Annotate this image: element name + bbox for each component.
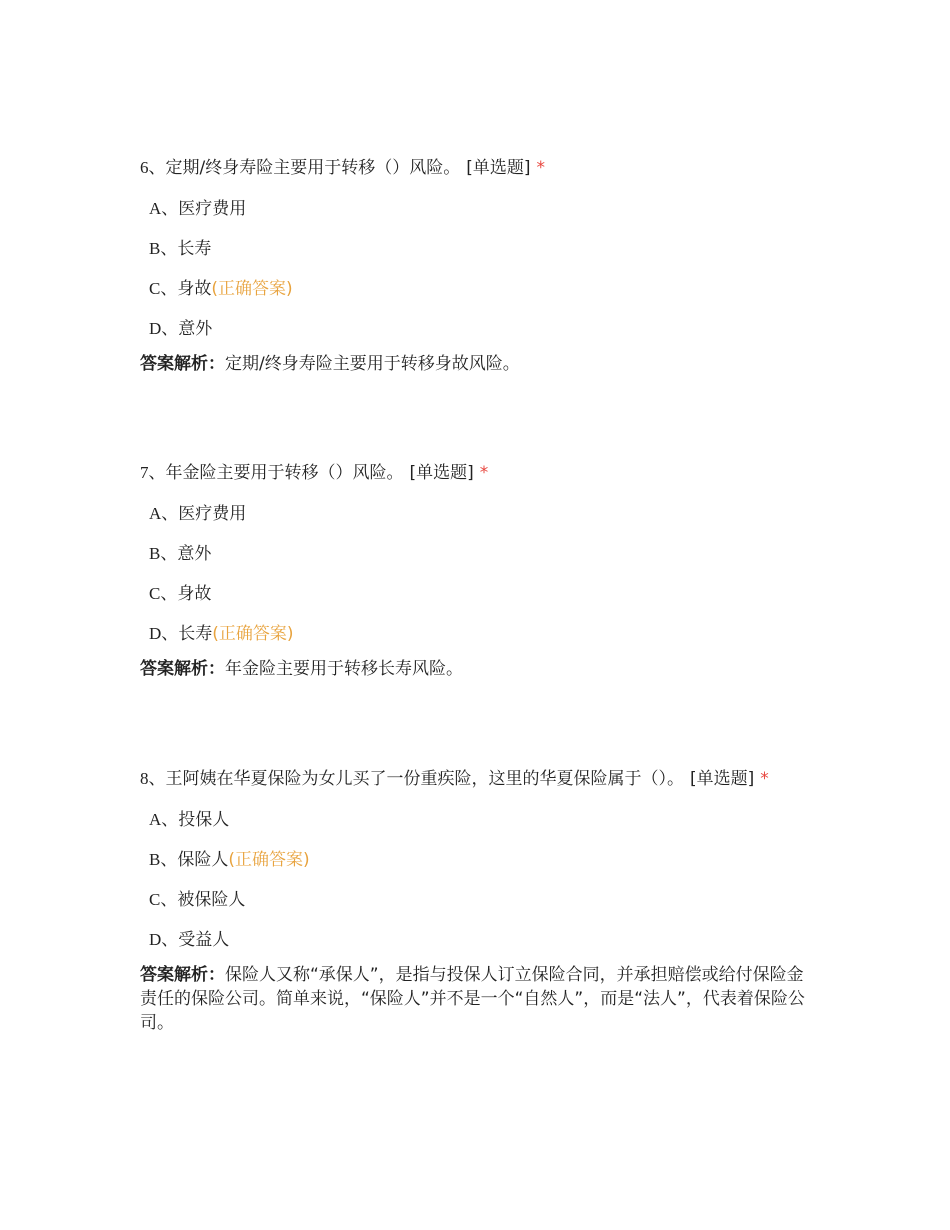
- option-text: 医疗费用: [178, 504, 247, 524]
- option-d[interactable]: [140, 920, 820, 960]
- question-number: 8、: [140, 769, 166, 788]
- option-text: 身故: [177, 279, 212, 299]
- analysis-text: 保险人又称“承保人”，是指与投保人订立保险合同，并承担赔偿或给付保险金责任的保险公司。简单来说，“保险人”并不是一个“自然人”，而是“法人”，代表着保险公司。: [140, 965, 805, 1033]
- question-title: [140, 149, 820, 187]
- required-mark: *: [760, 769, 769, 789]
- option-b[interactable]: [140, 534, 820, 574]
- option-b[interactable]: [140, 229, 820, 269]
- option-letter: A、: [149, 199, 179, 218]
- option-text: 保险人: [177, 850, 229, 870]
- option-b[interactable]: [140, 840, 820, 880]
- question-type-tag: [单选题]: [466, 158, 531, 178]
- correct-answer-tag: (正确答案): [228, 850, 310, 870]
- options-list: [140, 189, 820, 349]
- options-list: [140, 494, 820, 654]
- question-type-tag: [单选题]: [690, 769, 755, 789]
- option-c[interactable]: [140, 880, 820, 920]
- option-letter: B、: [149, 544, 178, 563]
- option-text: 受益人: [178, 930, 230, 950]
- option-text: 投保人: [178, 810, 230, 830]
- option-text: 医疗费用: [178, 199, 247, 219]
- option-letter: C、: [149, 584, 178, 603]
- option-c[interactable]: [140, 269, 820, 309]
- option-text: 长寿: [177, 239, 212, 259]
- analysis-label: 答案解析：: [140, 659, 225, 679]
- option-text: 意外: [178, 319, 213, 339]
- analysis-text: 定期/终身寿险主要用于转移身故风险。: [225, 354, 520, 374]
- answer-analysis: [140, 657, 820, 681]
- analysis-label: 答案解析：: [140, 965, 225, 985]
- analysis-label: 答案解析：: [140, 354, 225, 374]
- question-title: [140, 760, 820, 798]
- question-type-tag: [单选题]: [409, 463, 474, 483]
- option-text: 意外: [177, 544, 212, 564]
- question-6: [140, 149, 820, 376]
- option-c[interactable]: [140, 574, 820, 614]
- required-mark: *: [479, 463, 489, 483]
- question-text: 年金险主要用于转移（）风险。: [165, 463, 404, 483]
- option-text: 身故: [177, 584, 212, 604]
- option-text: 被保险人: [177, 890, 246, 910]
- option-letter: D、: [149, 319, 179, 338]
- option-d[interactable]: [140, 614, 820, 654]
- answer-analysis: [140, 352, 820, 376]
- required-mark: *: [536, 158, 545, 178]
- answer-analysis: [140, 963, 820, 1035]
- options-list: [140, 800, 820, 960]
- correct-answer-tag: (正确答案): [212, 624, 294, 644]
- option-letter: A、: [149, 810, 179, 829]
- option-letter: C、: [149, 890, 178, 909]
- option-a[interactable]: [140, 189, 820, 229]
- option-a[interactable]: [140, 494, 820, 534]
- option-letter: D、: [149, 930, 179, 949]
- correct-answer-tag: (正确答案): [211, 279, 293, 299]
- question-text: 王阿姨在华夏保险为女儿买了一份重疾险，这里的华夏保险属于（）。: [165, 769, 684, 789]
- option-letter: A、: [149, 504, 179, 523]
- option-text: 长寿: [178, 624, 213, 644]
- option-d[interactable]: [140, 309, 820, 349]
- option-letter: D、: [149, 624, 179, 643]
- question-number: 6、: [140, 158, 166, 177]
- option-letter: C、: [149, 279, 178, 298]
- option-letter: B、: [149, 239, 178, 258]
- analysis-text: 年金险主要用于转移长寿风险。: [225, 659, 463, 679]
- question-text: 定期/终身寿险主要用于转移（）风险。: [165, 158, 461, 178]
- question-7: [140, 454, 820, 681]
- option-a[interactable]: [140, 800, 820, 840]
- question-number: 7、: [140, 463, 166, 482]
- question-title: [140, 454, 820, 492]
- question-8: [140, 760, 820, 1035]
- option-letter: B、: [149, 850, 178, 869]
